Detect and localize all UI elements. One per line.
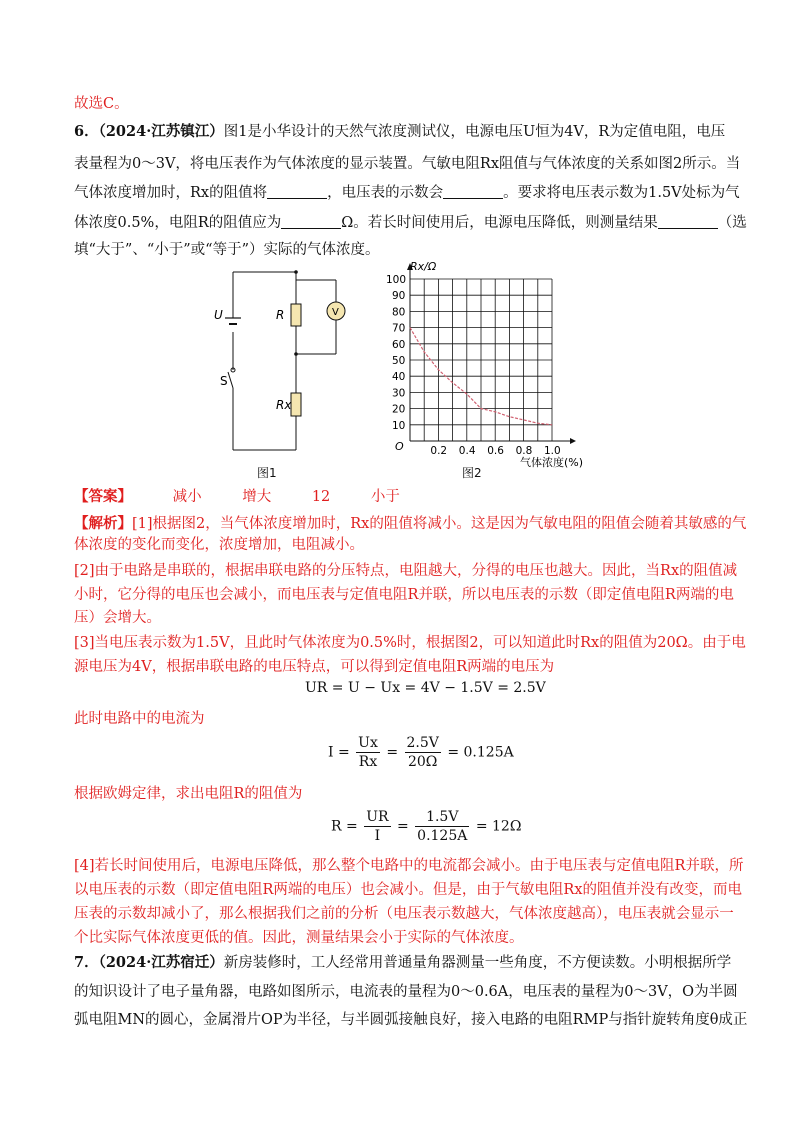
- label-S: S: [220, 374, 228, 388]
- explanation-label: 【解析】: [74, 515, 132, 532]
- explanation-line-2: 体浓度的变化而变化，浓度增加，电阻减小。: [74, 537, 364, 553]
- y-tick-label: 70: [392, 322, 406, 335]
- equation-current: I = $\frac{Ux}{Rx}$ = $\frac{2.5V}{20\Omega}$ = 0.125A: [328, 735, 514, 770]
- y-tick-label: 20: [392, 403, 406, 416]
- question-7-line-1: 7．（2024·江苏宿迁）新房装修时，工人经常用普通量角器测量一些角度，不方便读数。小明根据所学: [74, 954, 732, 971]
- y-tick-label: 10: [392, 419, 406, 432]
- label-V: V: [332, 307, 339, 318]
- y-tick-label: 90: [392, 290, 406, 303]
- question-7-line-3: 弧电阻MN的圆心，金属滑片OP为半径，与半圆弧接触良好，接入电路的电阻RMP与指针旋转角度θ成正: [74, 1012, 748, 1028]
- resistor-Rx: [291, 393, 301, 416]
- x-tick-label: 1.0: [544, 445, 561, 457]
- label-R: R: [276, 308, 285, 322]
- question-6-number: 6．（2024·江苏镇江）: [74, 123, 224, 140]
- x-tick-label: 0.6: [487, 445, 504, 457]
- explanation-line-11: 以电压表的示数（即定值电阻R两端的电压）也会减小。但是，由于气敏电阻Rx的阻值并没有改变，而电: [74, 882, 743, 898]
- answer-line: [74, 487, 400, 507]
- question-6-line-1: 6．（2024·江苏镇江）图1是小华设计的天然气浓度测试仪，电源电压U恒为4V，R为定值电阻，电压: [74, 123, 726, 140]
- explanation-line-9: 根据欧姆定律，求出电阻R的阻值为: [74, 786, 303, 802]
- origin-label: O: [395, 440, 404, 453]
- question-6-line-3: 气体浓度增加时，Rx的阻值将 ，电压表的示数会 。要求将电压表示数为1.5V处标为气: [74, 185, 740, 201]
- y-tick-label: 40: [392, 371, 406, 384]
- chart-ticks: [386, 274, 561, 457]
- figure-1-circuit: [210, 262, 350, 477]
- y-axis-label: Rx/Ω: [410, 260, 437, 273]
- answer-1: 减小: [172, 489, 202, 505]
- figure-2-caption: 图2: [462, 466, 482, 480]
- figure-1-caption: 图1: [257, 466, 277, 480]
- equation-voltage: UR = U − Ux = 4V − 1.5V = 2.5V: [305, 680, 546, 696]
- answer-3: 12: [311, 489, 331, 505]
- explanation-line-1: 【解析】[1]根据图2，当气体浓度增加时，Rx的阻值将减小。这是因为气敏电阻的阻值会随着其敏感的气: [74, 515, 747, 532]
- answer-blank: [267, 184, 327, 199]
- resistor-R: [291, 304, 301, 326]
- y-tick-label: 60: [392, 338, 406, 351]
- explanation-line-3: [2]由于电路是串联的，根据串联电路的分压特点，电阻越大，分得的电压也越大。因此，当Rx的阻值减: [74, 563, 738, 579]
- x-axis-label: 气体浓度(%): [520, 456, 584, 469]
- question-7-line-2: 的知识设计了电子量角器，电路如图所示，电流表的量程为0～0.6A，电压表的量程为0～3V，O为半圆: [74, 984, 738, 1000]
- answer-4: 小于: [370, 489, 400, 505]
- label-U: U: [214, 308, 223, 322]
- prev-answer-line: 故选C。: [74, 96, 129, 112]
- answer-blank: [443, 184, 503, 199]
- figure-2-chart: [380, 254, 590, 476]
- question-6-line-4: 体浓度0.5%，电阻R的阻值应为 Ω。若长时间使用后，电源电压降低，则测量结果 （选: [74, 215, 747, 231]
- answer-2: 增大: [242, 489, 272, 505]
- explanation-line-7: 源电压为4V，根据串联电路的电压特点，可以得到定值电阻R两端的电压为: [74, 659, 555, 675]
- x-tick-label: 0.2: [430, 445, 448, 457]
- x-axis-arrow: [570, 438, 576, 444]
- explanation-line-8: 此时电路中的电流为: [74, 711, 205, 727]
- y-tick-label: 30: [392, 387, 406, 400]
- label-Rx: Rx: [276, 398, 292, 412]
- explanation-line-6: [3]当电压表示数为1.5V，且此时气体浓度为0.5%时，根据图2，可以知道此时Rx的阻值为20Ω。由于电: [74, 635, 746, 651]
- question-7-number: 7．（2024·江苏宿迁）: [74, 954, 224, 971]
- answer-blank: [281, 214, 341, 229]
- explanation-line-10: [4]若长时间使用后，电源电压降低，那么整个电路中的电流都会减小。由于电压表与定值电阻R并联，所: [74, 858, 744, 874]
- explanation-line-12: 压表的示数却减小了，那么根据我们之前的分析（电压表示数越大，气体浓度越高），电压表就会显示一: [74, 906, 734, 922]
- explanation-line-13: 个比实际气体浓度更低的值。因此，测量结果会小于实际的气体浓度。: [74, 930, 524, 946]
- question-6-line-2: 表量程为0～3V，将电压表作为气体浓度的显示装置。气敏电阻Rx阻值与气体浓度的关系如图2所示。当: [74, 156, 741, 172]
- explanation-line-4: 小时，它分得的电压也会减小，而电压表与定值电阻R并联，所以电压表的示数（即定值电阻R两端的电: [74, 587, 734, 603]
- x-tick-label: 0.8: [515, 445, 533, 457]
- y-tick-label: 50: [392, 355, 406, 367]
- equation-resistance: R = $\frac{UR}{I}$ = $\frac{1.5V}{0.125A}$ = 12Ω: [331, 809, 522, 844]
- answer-label: 【答案】: [74, 488, 132, 505]
- y-tick-label: 100: [386, 274, 407, 286]
- y-tick-label: 80: [392, 306, 406, 319]
- explanation-line-5: 压）会增大。: [74, 610, 161, 626]
- question-6-line-5: 填“大于”、“小于”或“等于”）实际的气体浓度。: [74, 242, 380, 258]
- chart-axes: [407, 263, 576, 444]
- x-tick-label: 0.4: [458, 445, 476, 457]
- answer-blank: [658, 214, 718, 229]
